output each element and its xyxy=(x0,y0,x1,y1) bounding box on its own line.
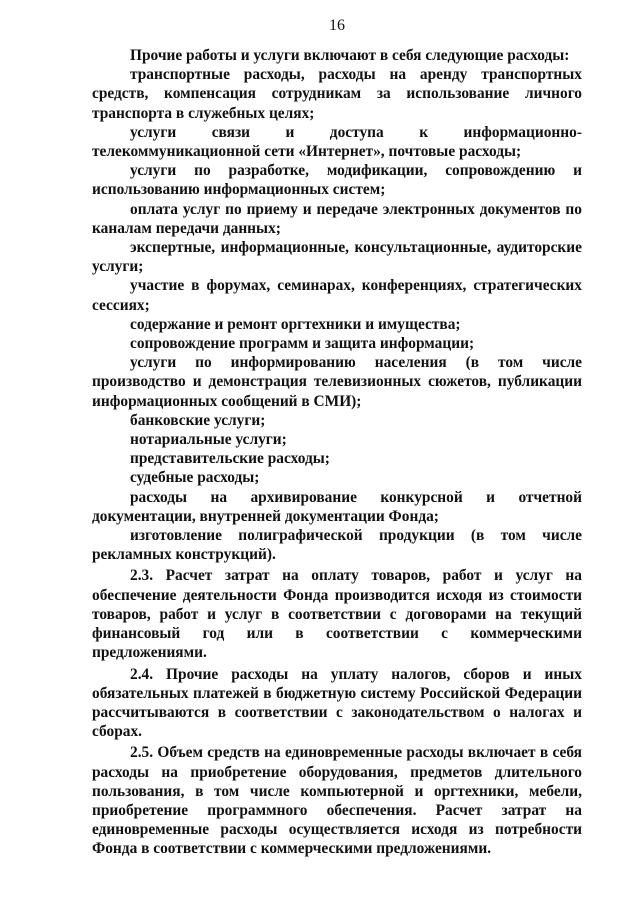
section-2-5: 2.5. Объем средств на единовременные расходы включает в себя расходы на приобретение оборудования, предметов длительного пользования, в том числе компьютерной и оргтехники, мебели, приобретение программного обеспечения. Расчет затрат на единовременные расходы осуществляется исходя из потребности Фонда в соответствии с коммерческими предложениями. xyxy=(92,744,582,858)
list-item-notary: нотариальные услуги; xyxy=(130,431,287,449)
list-item-information-systems: услуги по разработке, модификации, сопровождению и использованию информационных систем; xyxy=(92,162,582,199)
list-item-software-support: сопровождение программ и защита информации; xyxy=(130,335,475,353)
list-item-expert-services: экспертные, информационные, консультационные, аудиторские услуги; xyxy=(92,239,582,276)
list-item-archiving: расходы на архивирование конкурсной и отчетной документации, внутренней документации Фонда; xyxy=(92,488,582,525)
list-item-electronic-documents: оплата услуг по приему и передаче электронных документов по каналам передачи данных; xyxy=(92,200,582,237)
list-item-representative: представительские расходы; xyxy=(130,450,330,468)
list-item-public-information: услуги по информированию населения (в том числе производство и демонстрация телевизионных сюжетов, публикации информационных сообщений в СМИ); xyxy=(92,354,582,410)
list-item-judicial: судебные расходы; xyxy=(130,469,260,487)
list-item-communication: услуги связи и доступа к информационно-телекоммуникационной сети «Интернет», почтовые расходы; xyxy=(92,123,582,161)
section-2-4: 2.4. Прочие расходы на уплату налогов, сборов и иных обязательных платежей в бюджетную систему Российской Федерации рассчитываются в соответствии с законодательством о налогах и сборах. xyxy=(92,665,582,741)
list-item-transport: транспортные расходы, расходы на аренду транспортных средств, компенсация сотрудникам за использование личного транспорта в служебных целях; xyxy=(92,66,582,122)
list-item-office-equipment: содержание и ремонт оргтехники и имущества; xyxy=(130,315,461,333)
list-item-forums: участие в форумах, семинарах, конференциях, стратегических сессиях; xyxy=(92,277,582,314)
list-item-banking: банковские услуги; xyxy=(130,411,266,429)
section-2-3: 2.3. Расчет затрат на оплату товаров, работ и услуг на обеспечение деятельности Фонда производится исходя из стоимости товаров, работ и услуг в соответствии с договорами на текущий финансовый год или в соответствии с коммерческими предложениями. xyxy=(92,567,582,662)
list-item-printing: изготовление полиграфической продукции (в том числе рекламных конструкций). xyxy=(92,527,582,564)
page-number: 16 xyxy=(329,17,345,34)
paragraph-intro: Прочие работы и услуги включают в себя следующие расходы: xyxy=(130,47,570,64)
